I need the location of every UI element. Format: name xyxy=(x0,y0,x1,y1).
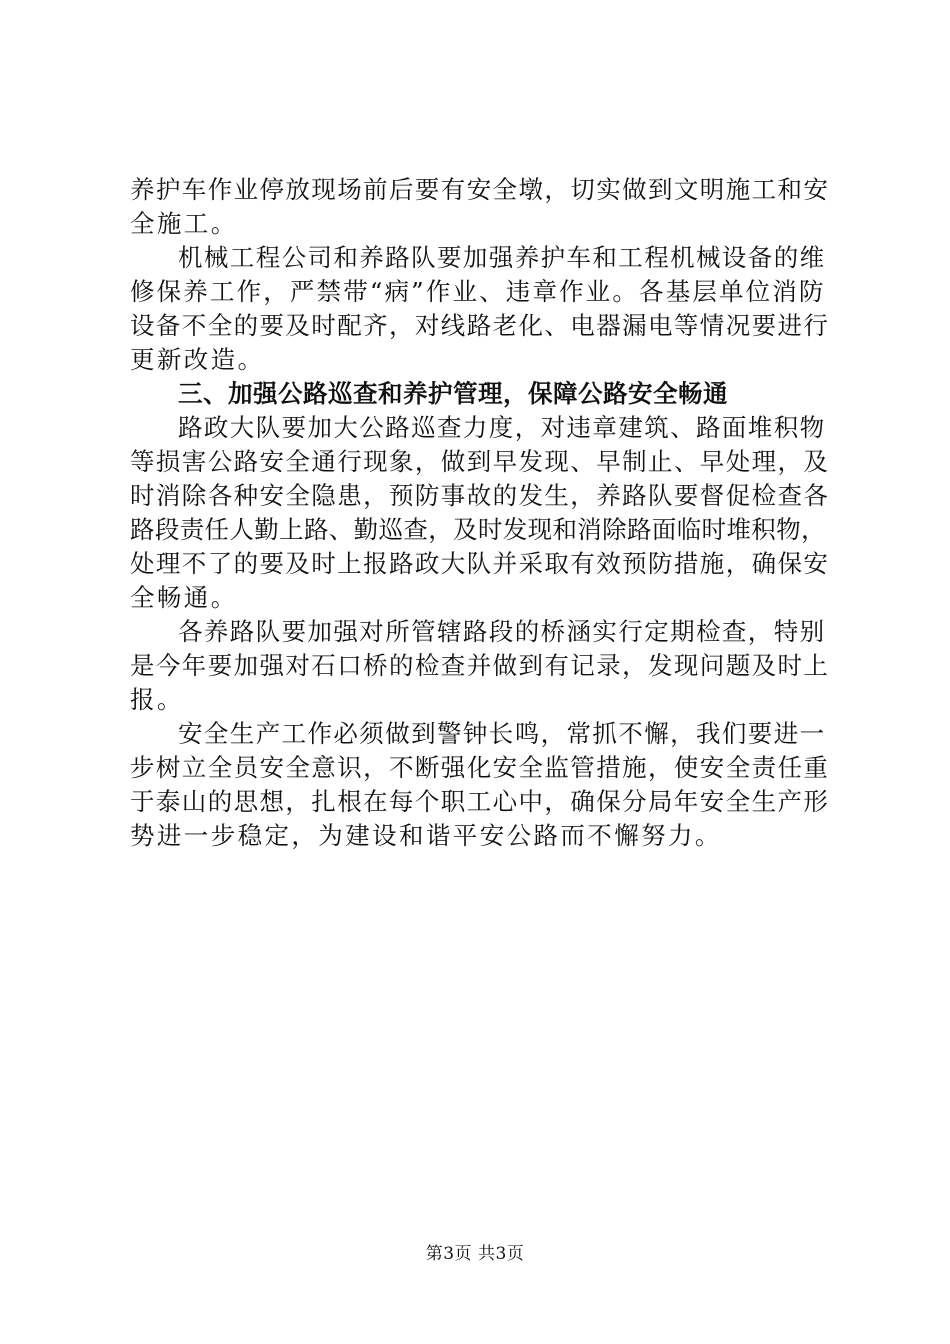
document-body xyxy=(130,173,830,853)
body-line: 全施工。 xyxy=(130,209,238,238)
body-line: 养护车作业停放现场前后要有安全墩，切实做到文明施工和安 xyxy=(130,175,830,204)
body-line: 路段责任人勤上路、勤巡查，及时发现和消除路面临时堆积物， xyxy=(130,515,826,544)
paragraph-start-line: 路政大队要加大公路巡查力度，对违章建筑、路面堆积物 xyxy=(178,413,826,442)
body-line: 修保养工作，严禁带“病”作业、违章作业。各基层单位消防 xyxy=(130,277,826,306)
section-heading: 三、加强公路巡查和养护管理，保障公路安全畅通 xyxy=(178,379,728,408)
body-line: 设备不全的要及时配齐，对线路老化、电器漏电等情况要进行 xyxy=(130,311,830,340)
body-line: 报。 xyxy=(130,685,184,714)
body-line: 全畅通。 xyxy=(130,583,238,612)
body-line: 处理不了的要及时上报路政大队并采取有效预防措施，确保安 xyxy=(130,549,830,578)
page-number-footer: 第3页 共3页 xyxy=(425,1244,525,1264)
body-line: 于泰山的思想，扎根在每个职工心中，确保分局年安全生产形 xyxy=(130,787,830,816)
body-line: 时消除各种安全隐患，预防事故的发生，养路队要督促检查各 xyxy=(130,481,830,510)
body-line: 步树立全员安全意识，不断强化安全监管措施，使安全责任重 xyxy=(130,753,830,782)
body-line: 更新改造。 xyxy=(130,345,265,374)
paragraph-start-line: 机械工程公司和养路队要加强养护车和工程机械设备的维 xyxy=(178,243,826,272)
paragraph-start-line: 各养路队要加强对所管辖路段的桥涵实行定期检查，特别 xyxy=(178,617,826,646)
body-line: 等损害公路安全通行现象，做到早发现、早制止、早处理，及 xyxy=(130,447,830,476)
paragraph-start-line: 安全生产工作必须做到警钟长鸣，常抓不懈，我们要进一 xyxy=(178,719,826,748)
body-line: 势进一步稳定，为建设和谐平安公路而不懈努力。 xyxy=(130,821,722,850)
body-line: 是今年要加强对石口桥的检查并做到有记录，发现问题及时上 xyxy=(130,651,830,680)
